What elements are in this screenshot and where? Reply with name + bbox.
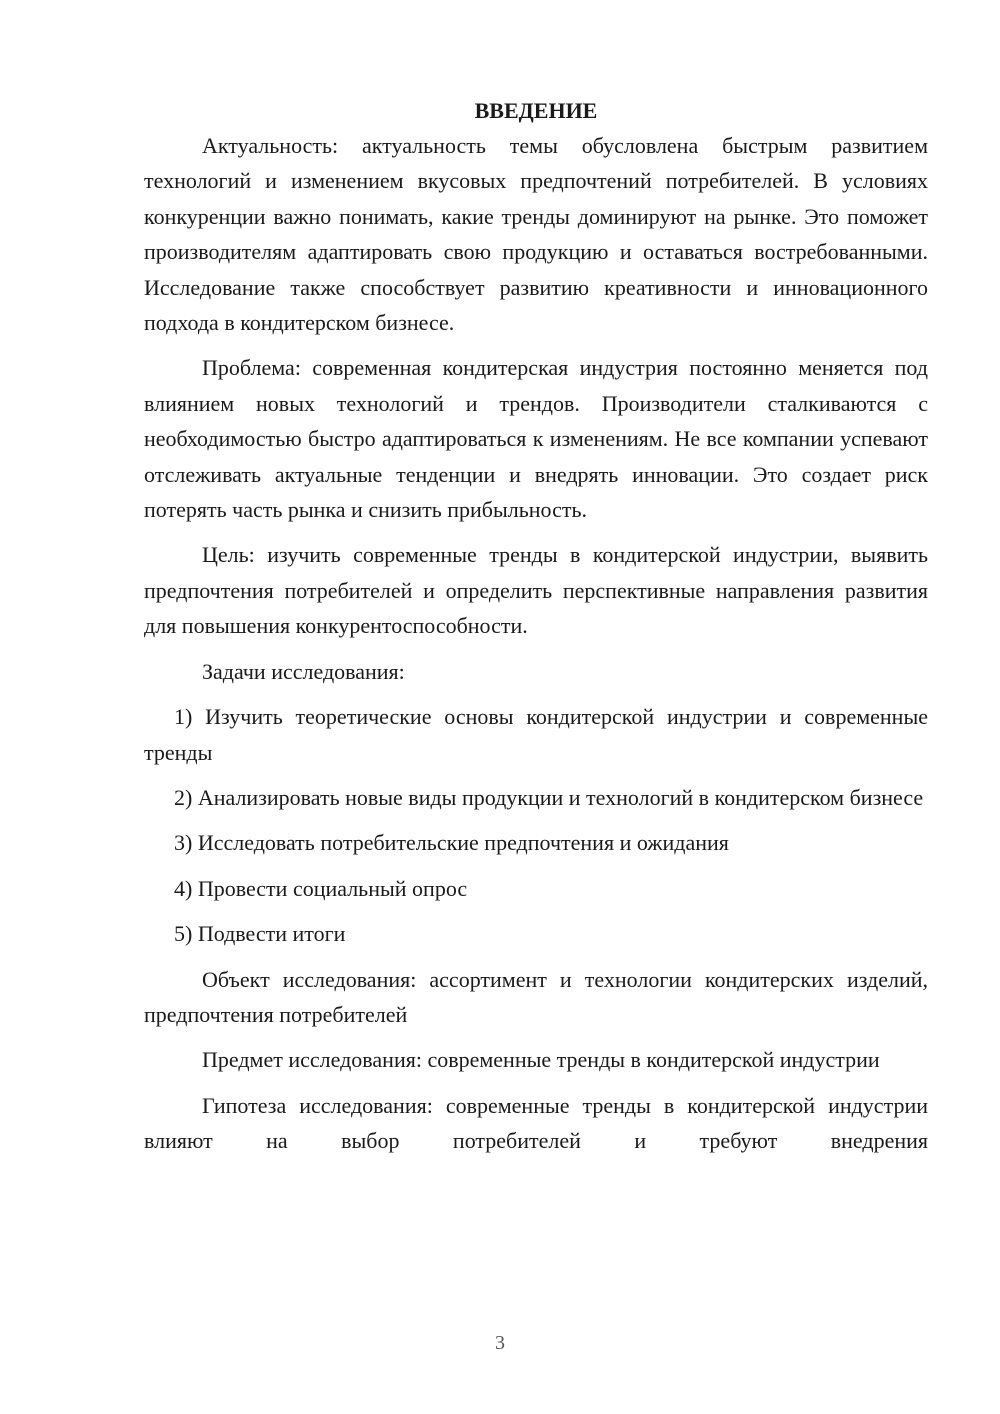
relevance-paragraph: Актуальность: актуальность темы обусловлена быстрым развитием технологий и изменением вкусовых предпочтений потребителей. В условиях конкуренции важно понимать, какие тренды доминируют на рынке. Это поможет производителям адаптировать свою продукцию и оставаться востребованными. Исследование также способствует развитию креативности и инновационного подхода в кондитерском бизнесе. [144, 133, 928, 336]
section-title: ВВЕДЕНИЕ [474, 98, 598, 123]
subject-paragraph: Предмет исследования: современные тренды в кондитерской индустрии [202, 1047, 880, 1073]
page-content [144, 96, 928, 1159]
hypothesis-paragraph: Гипотеза исследования: современные тренды в кондитерской индустрии влияют на выбор потребителей и требуют внедрения [144, 1092, 928, 1154]
tasks-heading: Задачи исследования: [202, 658, 405, 684]
problem-paragraph: Проблема: современная кондитерская индустрия постоянно меняется под влиянием новых технологий и трендов. Производители сталкиваются с необходимостью быстро адаптироваться к изменениям. Не все компании успевают отслеживать актуальные тенденции и внедрять инновации. Это создает риск потерять часть рынка и снизить прибыльность. [144, 355, 928, 523]
task-item: 4) Провести социальный опрос [174, 875, 468, 901]
task-item: 1) Изучить теоретические основы кондитерской индустрии и современные тренды [144, 704, 928, 765]
task-item: 5) Подвести итоги [174, 921, 346, 947]
page-number: 3 [495, 1332, 505, 1354]
task-item: 3) Исследовать потребительские предпочтения и ожидания [174, 830, 729, 856]
task-item: 2) Анализировать новые виды продукции и технологий в кондитерском бизнесе [174, 784, 924, 810]
goal-paragraph: Цель: изучить современные тренды в кондитерской индустрии, выявить предпочтения потребителей и определить перспективные направления развития для повышения конкурентоспособности. [144, 542, 928, 639]
object-paragraph: Объект исследования: ассортимент и технологии кондитерских изделий, предпочтения потребителей [144, 966, 928, 1027]
